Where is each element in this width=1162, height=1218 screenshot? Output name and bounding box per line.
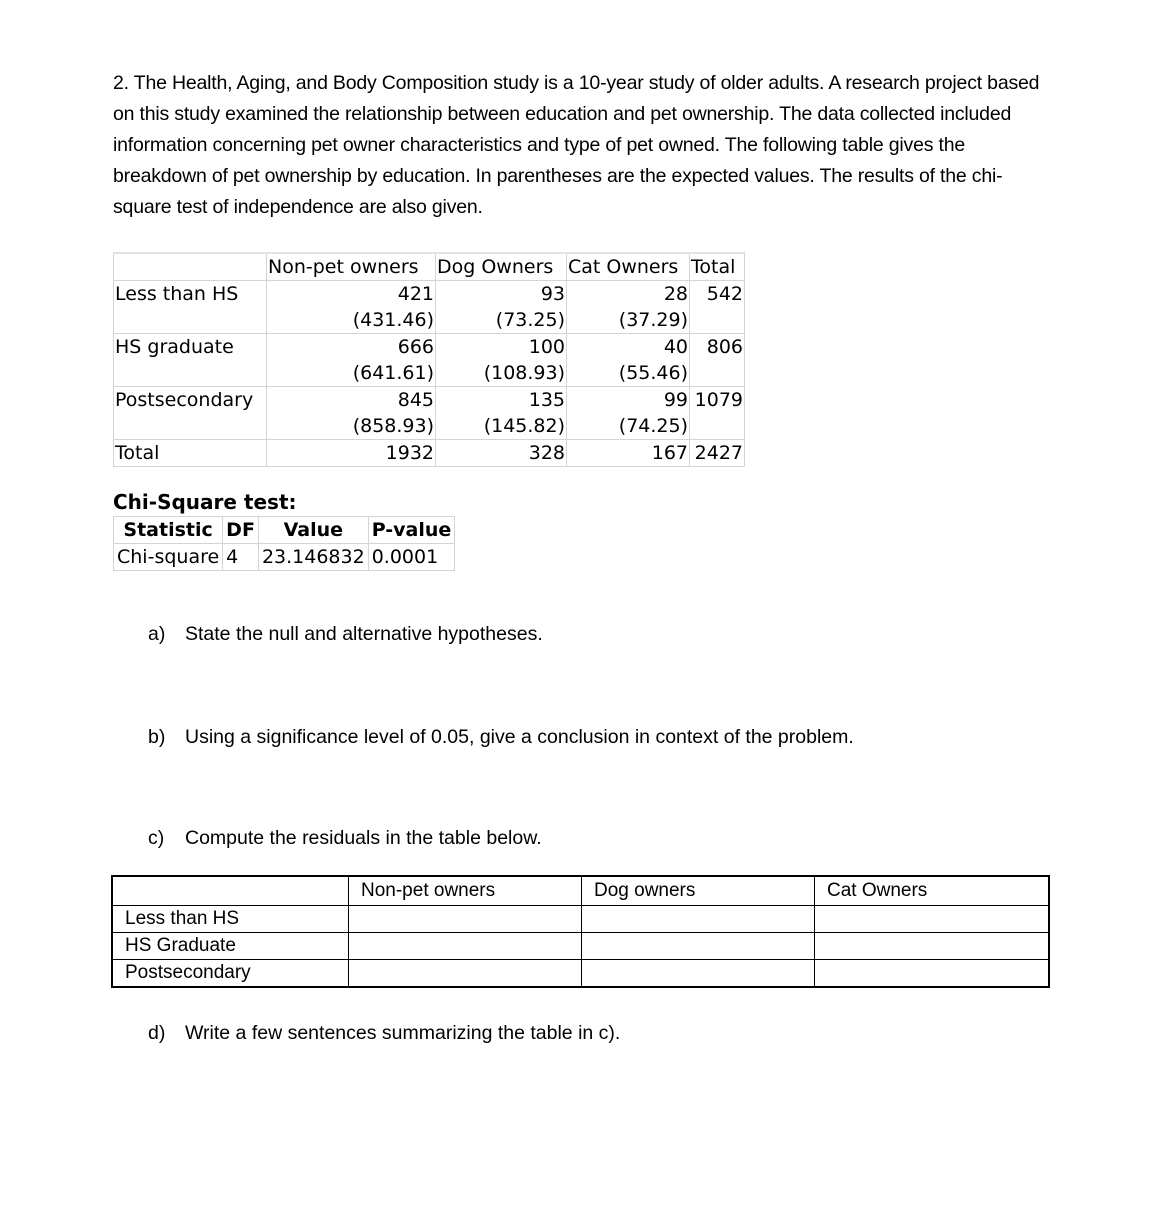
table-row xyxy=(114,281,745,334)
observed-value: 421 xyxy=(397,283,434,305)
residuals-header-cat: Cat Owners xyxy=(815,876,1050,906)
expected-value: (431.46) xyxy=(352,309,434,331)
corner-cell xyxy=(114,253,267,281)
expected-value: (74.25) xyxy=(618,415,688,437)
observed-value: 28 xyxy=(663,283,688,305)
question-c xyxy=(148,827,542,850)
row-label: Postsecondary xyxy=(114,387,267,440)
total-value: 542 xyxy=(690,281,745,334)
observed-value: 666 xyxy=(397,336,434,358)
question-label: c) xyxy=(148,827,165,849)
observed-value: 93 xyxy=(540,283,565,305)
row-label: HS graduate xyxy=(114,334,267,387)
question-text: Compute the residuals in the table below. xyxy=(185,827,542,849)
table-row xyxy=(112,933,1049,960)
residuals-header-dog: Dog owners xyxy=(582,876,815,906)
chi-header-statistic: Statistic xyxy=(114,517,223,544)
chi-statistic: Chi-square xyxy=(114,544,223,571)
header-nonpet: Non-pet owners xyxy=(267,253,436,281)
pet-ownership-table xyxy=(113,252,745,467)
residual-cell[interactable] xyxy=(815,933,1050,960)
chi-header-value: Value xyxy=(258,517,368,544)
residual-cell[interactable] xyxy=(815,960,1050,988)
expected-value: (37.29) xyxy=(618,309,688,331)
residual-cell[interactable] xyxy=(582,933,815,960)
table-header-row xyxy=(114,253,745,281)
row-label: Total xyxy=(114,440,267,467)
residual-cell[interactable] xyxy=(349,906,582,933)
chi-value: 23.146832 xyxy=(258,544,368,571)
expected-value: (145.82) xyxy=(483,415,565,437)
residual-cell[interactable] xyxy=(349,933,582,960)
residual-cell[interactable] xyxy=(582,906,815,933)
total-value: 1079 xyxy=(690,387,745,440)
residuals-row-label: HS Graduate xyxy=(112,933,349,960)
expected-value: (73.25) xyxy=(495,309,565,331)
observed-value: 135 xyxy=(528,389,565,411)
question-label: a) xyxy=(148,623,166,645)
observed-value: 100 xyxy=(528,336,565,358)
observed-value: 167 xyxy=(567,440,690,467)
observed-value: 99 xyxy=(663,389,688,411)
header-dog: Dog Owners xyxy=(436,253,567,281)
table-row xyxy=(112,960,1049,988)
observed-value: 845 xyxy=(397,389,434,411)
table-row-total xyxy=(114,440,745,467)
question-text: Write a few sentences summarizing the table in c). xyxy=(185,1022,621,1044)
header-total: Total xyxy=(690,253,745,281)
chi-pvalue: 0.0001 xyxy=(368,544,455,571)
total-value: 806 xyxy=(690,334,745,387)
observed-value: 1932 xyxy=(267,440,436,467)
residuals-corner xyxy=(112,876,349,906)
residuals-header-row xyxy=(112,876,1049,906)
question-label: b) xyxy=(148,726,166,748)
residual-cell[interactable] xyxy=(815,906,1050,933)
chi-df: 4 xyxy=(223,544,259,571)
question-text: Using a significance level of 0.05, give a conclusion in context of the problem. xyxy=(185,726,854,748)
question-b xyxy=(148,726,854,749)
observed-value: 328 xyxy=(436,440,567,467)
chi-header-df: DF xyxy=(223,517,259,544)
question-text: State the null and alternative hypotheses. xyxy=(185,623,543,645)
row-label: Less than HS xyxy=(114,281,267,334)
chi-header-row xyxy=(114,517,455,544)
table-row xyxy=(114,334,745,387)
chi-row xyxy=(114,544,455,571)
question-d xyxy=(148,1022,620,1045)
residual-cell[interactable] xyxy=(582,960,815,988)
residuals-header-nonpet: Non-pet owners xyxy=(349,876,582,906)
residuals-row-label: Postsecondary xyxy=(112,960,349,988)
question-a xyxy=(148,623,543,646)
table-row xyxy=(112,906,1049,933)
chi-square-title: Chi-Square test: xyxy=(113,490,297,514)
residuals-table xyxy=(111,875,1050,988)
residual-cell[interactable] xyxy=(349,960,582,988)
residuals-row-label: Less than HS xyxy=(112,906,349,933)
question-label: d) xyxy=(148,1022,166,1044)
chi-square-table xyxy=(113,516,455,571)
expected-value: (108.93) xyxy=(483,362,565,384)
total-value: 2427 xyxy=(690,440,745,467)
expected-value: (55.46) xyxy=(618,362,688,384)
chi-header-pvalue: P-value xyxy=(368,517,455,544)
problem-intro: 2. The Health, Aging, and Body Composition study is a 10-year study of older adults. A research project based on this study examined the relationship between education and pet ownership. The data collected included information concerning pet owner characteristics and type of pet owned. The following table gives the breakdown of pet ownership by education. In parentheses are the expected values. The results of the chi-square test of independence are also given. xyxy=(113,71,1040,218)
table-row xyxy=(114,387,745,440)
header-cat: Cat Owners xyxy=(567,253,690,281)
expected-value: (858.93) xyxy=(352,415,434,437)
expected-value: (641.61) xyxy=(352,362,434,384)
observed-value: 40 xyxy=(663,336,688,358)
